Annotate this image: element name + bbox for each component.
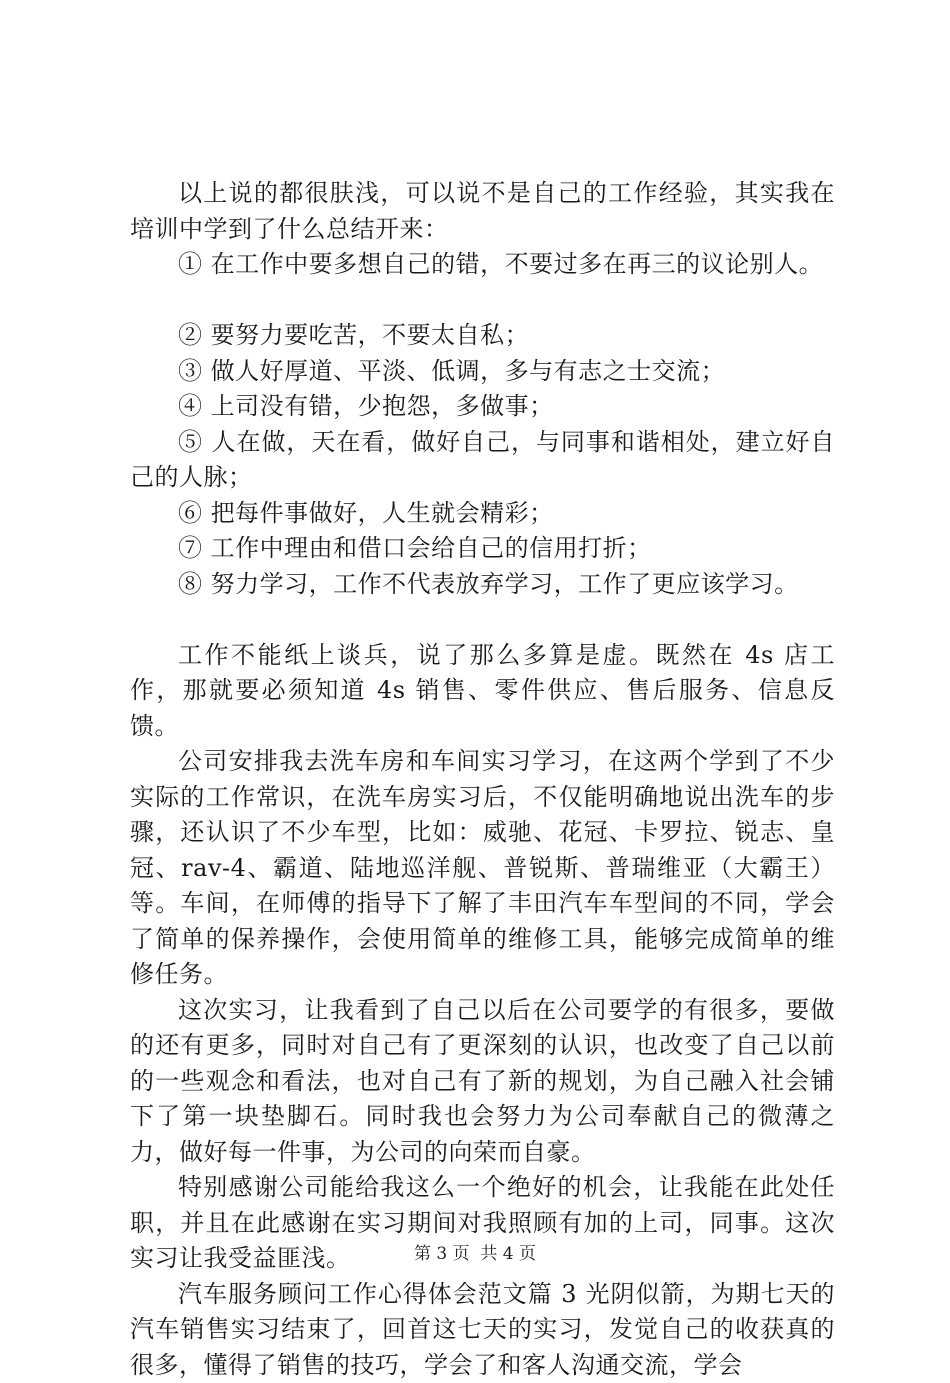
list-item-5: ⑤ 人在做，天在看，做好自己，与同事和谐相处，建立好自己的人脉； bbox=[130, 425, 835, 496]
paragraph-essay-3-start: 汽车服务顾问工作心得体会范文篇 3 光阴似箭，为期七天的汽车销售实习结束了，回首这七天的实习，发觉自己的收获真的很多，懂得了销售的技巧，学会了和客人沟通交流，学会 bbox=[130, 1277, 835, 1383]
paragraph-thanks: 特别感谢公司能给我这么一个绝好的机会，让我能在此处任职，并且在此感谢在实习期间对我照顾有加的上司，同事。这次实习让我受益匪浅。 bbox=[130, 1170, 835, 1277]
list-item-2: ② 要努力要吃苦，不要太自私； bbox=[130, 318, 835, 354]
list-item-1: ① 在工作中要多想自己的错，不要过多在再三的议论别人。 bbox=[130, 247, 835, 283]
blank-line bbox=[130, 283, 835, 319]
paragraph-intro: 以上说的都很肤浅，可以说不是自己的工作经验，其实我在培训中学到了什么总结开来： bbox=[130, 176, 835, 247]
blank-line bbox=[130, 602, 835, 638]
list-item-7: ⑦ 工作中理由和借口会给自己的信用打折； bbox=[130, 531, 835, 567]
paragraph-4s-store: 工作不能纸上谈兵，说了那么多算是虚。既然在 4s 店工作，那就要必须知道 4s 销售、零件供应、售后服务、信息反馈。 bbox=[130, 638, 835, 745]
page-footer bbox=[0, 1243, 950, 1265]
list-item-3: ③ 做人好厚道、平淡、低调，多与有志之士交流； bbox=[130, 354, 835, 390]
list-item-6: ⑥ 把每件事做好，人生就会精彩； bbox=[130, 496, 835, 532]
page-number-label: 第 3 页 共 4 页 bbox=[414, 1244, 536, 1264]
paragraph-internship-details: 公司安排我去洗车房和车间实习学习，在这两个学到了不少实际的工作常识，在洗车房实习后，不仅能明确地说出洗车的步骤，还认识了不少车型，比如：威驰、花冠、卡罗拉、锐志、皇冠、rav-4、霸道、陆地巡洋舰、普锐斯、普瑞维亚（大霸王）等。车间，在师傅的指导下了解了丰田汽车车型间的不同，学会了简单的保养操作，会使用简单的维修工具，能够完成简单的维修任务。 bbox=[130, 744, 835, 993]
document-body bbox=[130, 176, 835, 1383]
list-item-8: ⑧ 努力学习，工作不代表放弃学习，工作了更应该学习。 bbox=[130, 567, 835, 603]
list-item-4: ④ 上司没有错，少抱怨，多做事； bbox=[130, 389, 835, 425]
paragraph-reflection: 这次实习，让我看到了自己以后在公司要学的有很多，要做的还有更多，同时对自己有了更深刻的认识，也改变了自己以前的一些观念和看法，也对自己有了新的规划，为自己融入社会铺下了第一块垫脚石。同时我也会努力为公司奉献自己的微薄之力，做好每一件事，为公司的向荣而自豪。 bbox=[130, 993, 835, 1171]
